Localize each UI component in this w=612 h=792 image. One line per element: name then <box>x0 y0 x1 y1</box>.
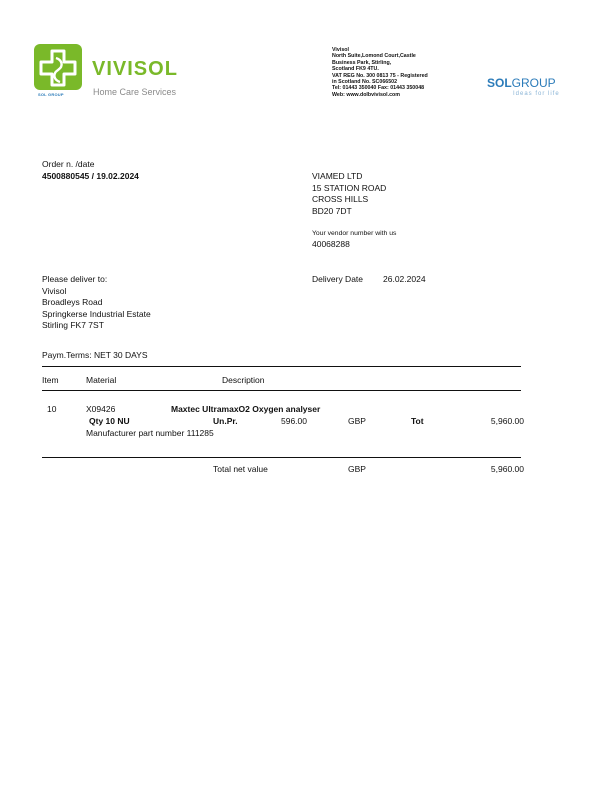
delivery-address-line: Springkerse Industrial Estate <box>42 308 151 319</box>
col-header-description: Description <box>222 375 265 385</box>
payment-terms: Paym.Terms: NET 30 DAYS <box>42 350 148 360</box>
delivery-label: Please deliver to: <box>42 274 108 284</box>
row-qty: Qty 10 NU <box>89 416 130 426</box>
company-address-line: Tel: 01443 350040 Fax: 01443 350048 <box>332 85 425 92</box>
row-unit-price-label: Un.Pr. <box>213 416 238 426</box>
row-unit-price: 596.00 <box>281 416 307 426</box>
row-item: 10 <box>47 404 57 414</box>
delivery-date-label: Delivery Date <box>312 274 364 284</box>
total-net-value: 5,960.00 <box>490 464 524 474</box>
row-currency: GBP <box>348 416 366 426</box>
company-address <box>332 47 482 98</box>
vendor-address-line: VIAMED LTD <box>312 171 363 181</box>
vendor-number-label: Your vendor number with us <box>312 230 397 237</box>
order-label: Order n. /date <box>42 159 95 169</box>
delivery-date-value: 26.02.2024 <box>383 274 426 284</box>
sol-group-logo-sub: Ideas for life <box>513 91 560 97</box>
company-address-line: in Scotland No. SC066502 <box>332 79 398 86</box>
col-header-material: Material <box>86 375 117 385</box>
company-address-line: North Suite,Lomond Court,Castle <box>332 53 416 60</box>
vendor-number: 40068288 <box>312 239 350 249</box>
logo-tagline: Home Care Services <box>93 87 177 97</box>
sol-group-logo <box>487 74 577 98</box>
vendor-address <box>312 171 386 217</box>
delivery-address-line: Vivisol <box>42 285 67 296</box>
col-header-item: Item <box>42 375 59 385</box>
row-total-label: Tot <box>411 416 424 426</box>
order-number-block <box>42 159 139 182</box>
company-address-line: Vivisol <box>332 47 349 53</box>
totals-rule <box>42 457 521 458</box>
total-net-currency: GBP <box>348 464 366 474</box>
order-value: 4500880545 / 19.02.2024 <box>42 170 139 181</box>
sol-group-logo-sol: SOL <box>487 76 512 90</box>
vendor-address-line: CROSS HILLS <box>312 194 369 204</box>
company-address-line: Web: www.dolbvivisol.com <box>332 91 400 98</box>
vendor-address-line: 15 STATION ROAD <box>312 182 387 193</box>
delivery-address-line: Stirling FK7 7ST <box>42 320 104 330</box>
table-header-rule <box>42 390 521 391</box>
logo-badge: SOL GROUP <box>38 92 64 97</box>
company-address-line: Scotland FK9 4TU. <box>332 66 379 73</box>
row-total: 5,960.00 <box>490 416 524 426</box>
row-material: X09426 <box>86 404 116 414</box>
vivisol-logo <box>34 44 184 100</box>
vendor-address-line: BD20 7DT <box>312 205 352 216</box>
vivisol-cross-icon <box>34 44 84 98</box>
company-address-line: Business Park, Stirling, <box>332 59 392 66</box>
table-top-rule <box>42 366 521 367</box>
logo-wordmark: VIVISOL <box>92 58 178 80</box>
total-net-label: Total net value <box>213 464 268 474</box>
delivery-address <box>42 274 151 332</box>
row-manufacturer-part: Manufacturer part number 111285 <box>86 428 214 438</box>
sol-group-logo-group: GROUP <box>511 76 556 90</box>
delivery-address-line: Broadleys Road <box>42 297 103 307</box>
company-address-line: VAT REG No. 300 0813 75 - Registered <box>332 72 428 79</box>
row-description: Maxtec UltramaxO2 Oxygen analyser <box>171 404 321 414</box>
